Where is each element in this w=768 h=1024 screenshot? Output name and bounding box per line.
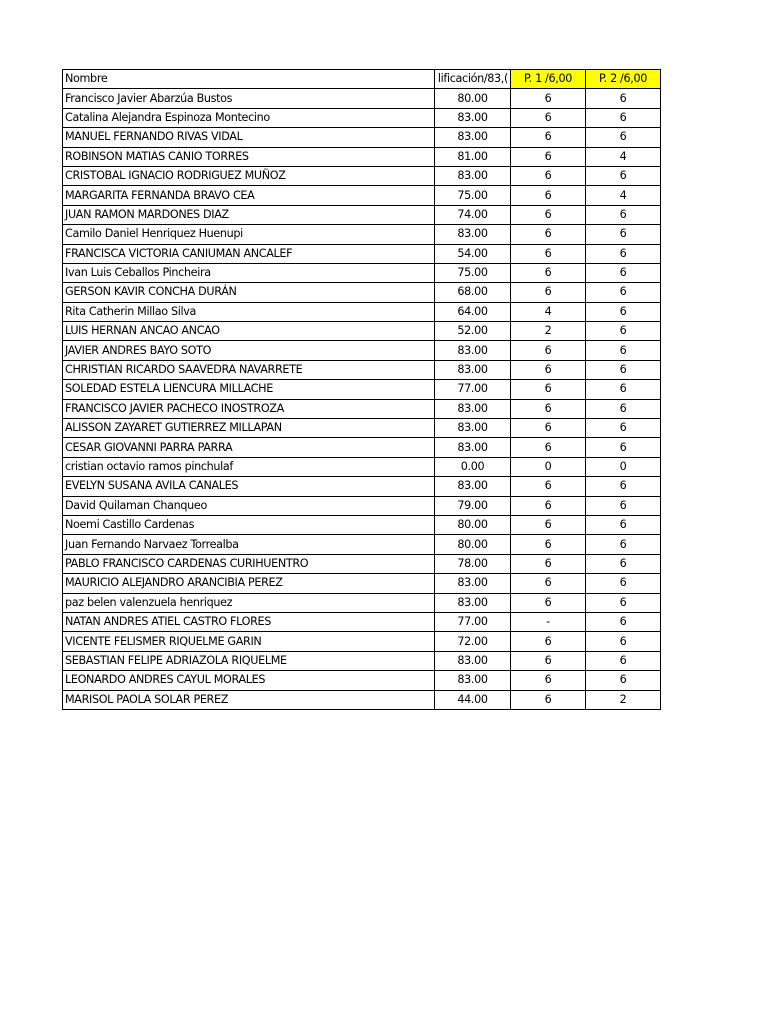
- cell-p2[interactable]: 6: [586, 205, 661, 224]
- cell-name[interactable]: Francisco Javier Abarzúa Bustos: [63, 89, 435, 108]
- cell-name[interactable]: CHRISTIAN RICARDO SAAVEDRA NAVARRETE: [63, 360, 435, 379]
- cell-p2[interactable]: 6: [586, 477, 661, 496]
- cell-calificacion[interactable]: 83.00: [435, 593, 511, 612]
- table-row: [63, 651, 661, 670]
- cell-p2[interactable]: 6: [586, 322, 661, 341]
- table-row: [63, 225, 661, 244]
- cell-calificacion[interactable]: 64.00: [435, 302, 511, 321]
- cell-calificacion[interactable]: 44.00: [435, 690, 511, 709]
- cell-p2[interactable]: 6: [586, 128, 661, 147]
- table-row: [63, 574, 661, 593]
- cell-p2[interactable]: 4: [586, 186, 661, 205]
- cell-calificacion[interactable]: 75.00: [435, 263, 511, 282]
- cell-p1[interactable]: 6: [511, 108, 586, 127]
- cell-p2[interactable]: 6: [586, 515, 661, 534]
- cell-p2[interactable]: 6: [586, 89, 661, 108]
- cell-p2[interactable]: 6: [586, 108, 661, 127]
- cell-name[interactable]: GERSON KAVIR CONCHA DURÁN: [63, 283, 435, 302]
- cell-name[interactable]: Noemi Castillo Cardenas: [63, 515, 435, 534]
- cell-p1[interactable]: 6: [511, 360, 586, 379]
- cell-name[interactable]: David Quilaman Chanqueo: [63, 496, 435, 515]
- cell-calificacion[interactable]: 83.00: [435, 651, 511, 670]
- cell-name[interactable]: EVELYN SUSANA AVILA CANALES: [63, 477, 435, 496]
- table-row: [63, 108, 661, 127]
- table-row: [63, 360, 661, 379]
- cell-name[interactable]: Juan Fernando Narvaez Torrealba: [63, 535, 435, 554]
- cell-name[interactable]: JUAN RAMON MARDONES DIAZ: [63, 205, 435, 224]
- cell-p1[interactable]: 6: [511, 496, 586, 515]
- cell-name[interactable]: Rita Catherin Millao Silva: [63, 302, 435, 321]
- table-row: [63, 380, 661, 399]
- cell-calificacion[interactable]: 80.00: [435, 89, 511, 108]
- table-row: [63, 186, 661, 205]
- cell-p1[interactable]: 6: [511, 225, 586, 244]
- table-row: [63, 147, 661, 166]
- cell-p2[interactable]: 6: [586, 302, 661, 321]
- cell-name[interactable]: JAVIER ANDRES BAYO SOTO: [63, 341, 435, 360]
- table-row: [63, 399, 661, 418]
- cell-name[interactable]: MARISOL PAOLA SOLAR PEREZ: [63, 690, 435, 709]
- cell-p2[interactable]: 6: [586, 554, 661, 573]
- cell-p1[interactable]: 0: [511, 457, 586, 476]
- grades-table: [62, 69, 661, 710]
- table-row: [63, 690, 661, 709]
- cell-p1[interactable]: -: [511, 612, 586, 631]
- cell-name[interactable]: LEONARDO ANDRES CAYUL MORALES: [63, 671, 435, 690]
- cell-p1[interactable]: 6: [511, 283, 586, 302]
- cell-calificacion[interactable]: 83.00: [435, 341, 511, 360]
- cell-name[interactable]: cristian octavio ramos pinchulaf: [63, 457, 435, 476]
- cell-p2[interactable]: 6: [586, 651, 661, 670]
- cell-calificacion[interactable]: 77.00: [435, 612, 511, 631]
- cell-p2[interactable]: 6: [586, 225, 661, 244]
- table-row: [63, 496, 661, 515]
- cell-p1[interactable]: 6: [511, 535, 586, 554]
- cell-p2[interactable]: 6: [586, 535, 661, 554]
- cell-p2[interactable]: 0: [586, 457, 661, 476]
- table-row: [63, 457, 661, 476]
- cell-p2[interactable]: 6: [586, 612, 661, 631]
- cell-p2[interactable]: 2: [586, 690, 661, 709]
- cell-name[interactable]: SEBASTIAN FELIPE ADRIAZOLA RIQUELME: [63, 651, 435, 670]
- cell-calificacion[interactable]: 83.00: [435, 438, 511, 457]
- cell-p1[interactable]: 6: [511, 263, 586, 282]
- cell-name[interactable]: ALISSON ZAYARET GUTIERREZ MILLAPAN: [63, 419, 435, 438]
- table-row: [63, 477, 661, 496]
- header-p1[interactable]: P. 1 /6,00: [511, 70, 586, 89]
- cell-p1[interactable]: 6: [511, 205, 586, 224]
- table-row: [63, 128, 661, 147]
- cell-name[interactable]: SOLEDAD ESTELA LIENCURA MILLACHE: [63, 380, 435, 399]
- cell-calificacion[interactable]: 83.00: [435, 166, 511, 185]
- cell-p1[interactable]: 6: [511, 147, 586, 166]
- cell-name[interactable]: FRANCISCA VICTORIA CANIUMAN ANCALEF: [63, 244, 435, 263]
- cell-p2[interactable]: 6: [586, 283, 661, 302]
- cell-calificacion[interactable]: 78.00: [435, 554, 511, 573]
- cell-calificacion[interactable]: 52.00: [435, 322, 511, 341]
- table-row: [63, 632, 661, 651]
- cell-p2[interactable]: 6: [586, 438, 661, 457]
- cell-calificacion[interactable]: 80.00: [435, 535, 511, 554]
- cell-calificacion[interactable]: 54.00: [435, 244, 511, 263]
- header-nombre[interactable]: Nombre: [63, 70, 435, 89]
- cell-p1[interactable]: 6: [511, 632, 586, 651]
- cell-p2[interactable]: 6: [586, 360, 661, 379]
- cell-p1[interactable]: 6: [511, 515, 586, 534]
- cell-p2[interactable]: 6: [586, 593, 661, 612]
- cell-name[interactable]: MANUEL FERNANDO RIVAS VIDAL: [63, 128, 435, 147]
- table-row: [63, 515, 661, 534]
- cell-p2[interactable]: 6: [586, 341, 661, 360]
- table-row: [63, 244, 661, 263]
- table-row: [63, 89, 661, 108]
- cell-p1[interactable]: 6: [511, 593, 586, 612]
- cell-p2[interactable]: 6: [586, 380, 661, 399]
- table-row: [63, 612, 661, 631]
- cell-p2[interactable]: 6: [586, 399, 661, 418]
- cell-calificacion[interactable]: 83.00: [435, 477, 511, 496]
- cell-p1[interactable]: 6: [511, 574, 586, 593]
- table-row: [63, 166, 661, 185]
- cell-p2[interactable]: 6: [586, 263, 661, 282]
- cell-p2[interactable]: 6: [586, 574, 661, 593]
- cell-p1[interactable]: 2: [511, 322, 586, 341]
- cell-calificacion[interactable]: 83.00: [435, 399, 511, 418]
- table-row: [63, 302, 661, 321]
- cell-p1[interactable]: 6: [511, 477, 586, 496]
- table-row: [63, 341, 661, 360]
- cell-calificacion[interactable]: 83.00: [435, 574, 511, 593]
- cell-p1[interactable]: 6: [511, 128, 586, 147]
- cell-calificacion[interactable]: 83.00: [435, 671, 511, 690]
- cell-calificacion[interactable]: 75.00: [435, 186, 511, 205]
- cell-calificacion[interactable]: 79.00: [435, 496, 511, 515]
- table-row: [63, 263, 661, 282]
- cell-p2[interactable]: 6: [586, 496, 661, 515]
- cell-calificacion[interactable]: 80.00: [435, 515, 511, 534]
- cell-name[interactable]: MAURICIO ALEJANDRO ARANCIBIA PEREZ: [63, 574, 435, 593]
- cell-p1[interactable]: 6: [511, 341, 586, 360]
- cell-p1[interactable]: 6: [511, 186, 586, 205]
- table-row: [63, 554, 661, 573]
- cell-p1[interactable]: 6: [511, 690, 586, 709]
- cell-p1[interactable]: 4: [511, 302, 586, 321]
- cell-name[interactable]: NATAN ANDRES ATIEL CASTRO FLORES: [63, 612, 435, 631]
- cell-p1[interactable]: 6: [511, 554, 586, 573]
- table-row: [63, 419, 661, 438]
- cell-p1[interactable]: 6: [511, 380, 586, 399]
- cell-p2[interactable]: 6: [586, 632, 661, 651]
- cell-calificacion[interactable]: 83.00: [435, 128, 511, 147]
- cell-name[interactable]: CESAR GIOVANNI PARRA PARRA: [63, 438, 435, 457]
- cell-p2[interactable]: 6: [586, 419, 661, 438]
- cell-name[interactable]: MARGARITA FERNANDA BRAVO CEA: [63, 186, 435, 205]
- cell-calificacion[interactable]: 83.00: [435, 108, 511, 127]
- header-row: [63, 70, 661, 89]
- cell-p2[interactable]: 6: [586, 166, 661, 185]
- cell-p1[interactable]: 6: [511, 438, 586, 457]
- cell-p1[interactable]: 6: [511, 166, 586, 185]
- cell-calificacion[interactable]: 74.00: [435, 205, 511, 224]
- table-row: [63, 438, 661, 457]
- cell-calificacion[interactable]: 83.00: [435, 360, 511, 379]
- cell-calificacion[interactable]: 83.00: [435, 225, 511, 244]
- table-row: [63, 205, 661, 224]
- cell-p1[interactable]: 6: [511, 399, 586, 418]
- cell-p2[interactable]: 6: [586, 244, 661, 263]
- cell-name[interactable]: paz belen valenzuela henriquez: [63, 593, 435, 612]
- cell-name[interactable]: Catalina Alejandra Espinoza Montecino: [63, 108, 435, 127]
- cell-p1[interactable]: 6: [511, 671, 586, 690]
- header-p2[interactable]: P. 2 /6,00: [586, 70, 661, 89]
- cell-calificacion[interactable]: 68.00: [435, 283, 511, 302]
- cell-p1[interactable]: 6: [511, 89, 586, 108]
- header-calificacion[interactable]: lificación/83,(: [435, 70, 511, 89]
- table-row: [63, 593, 661, 612]
- cell-name[interactable]: PABLO FRANCISCO CARDENAS CURIHUENTRO: [63, 554, 435, 573]
- cell-name[interactable]: FRANCISCO JAVIER PACHECO INOSTROZA: [63, 399, 435, 418]
- cell-name[interactable]: Ivan Luis Ceballos Pincheira: [63, 263, 435, 282]
- cell-p2[interactable]: 6: [586, 671, 661, 690]
- cell-name[interactable]: LUIS HERNAN ANCAO ANCAO: [63, 322, 435, 341]
- table-row: [63, 535, 661, 554]
- cell-name[interactable]: Camilo Daniel Henriquez Huenupi: [63, 225, 435, 244]
- cell-name[interactable]: CRISTOBAL IGNACIO RODRIGUEZ MUÑOZ: [63, 166, 435, 185]
- table-row: [63, 322, 661, 341]
- cell-p1[interactable]: 6: [511, 651, 586, 670]
- table-row: [63, 283, 661, 302]
- cell-calificacion[interactable]: 81.00: [435, 147, 511, 166]
- cell-calificacion[interactable]: 83.00: [435, 419, 511, 438]
- cell-name[interactable]: VICENTE FELISMER RIQUELME GARIN: [63, 632, 435, 651]
- cell-calificacion[interactable]: 72.00: [435, 632, 511, 651]
- table-row: [63, 671, 661, 690]
- cell-p2[interactable]: 4: [586, 147, 661, 166]
- cell-p1[interactable]: 6: [511, 244, 586, 263]
- cell-calificacion[interactable]: 77.00: [435, 380, 511, 399]
- cell-p1[interactable]: 6: [511, 419, 586, 438]
- cell-calificacion[interactable]: 0.00: [435, 457, 511, 476]
- cell-name[interactable]: ROBINSON MATIAS CANIO TORRES: [63, 147, 435, 166]
